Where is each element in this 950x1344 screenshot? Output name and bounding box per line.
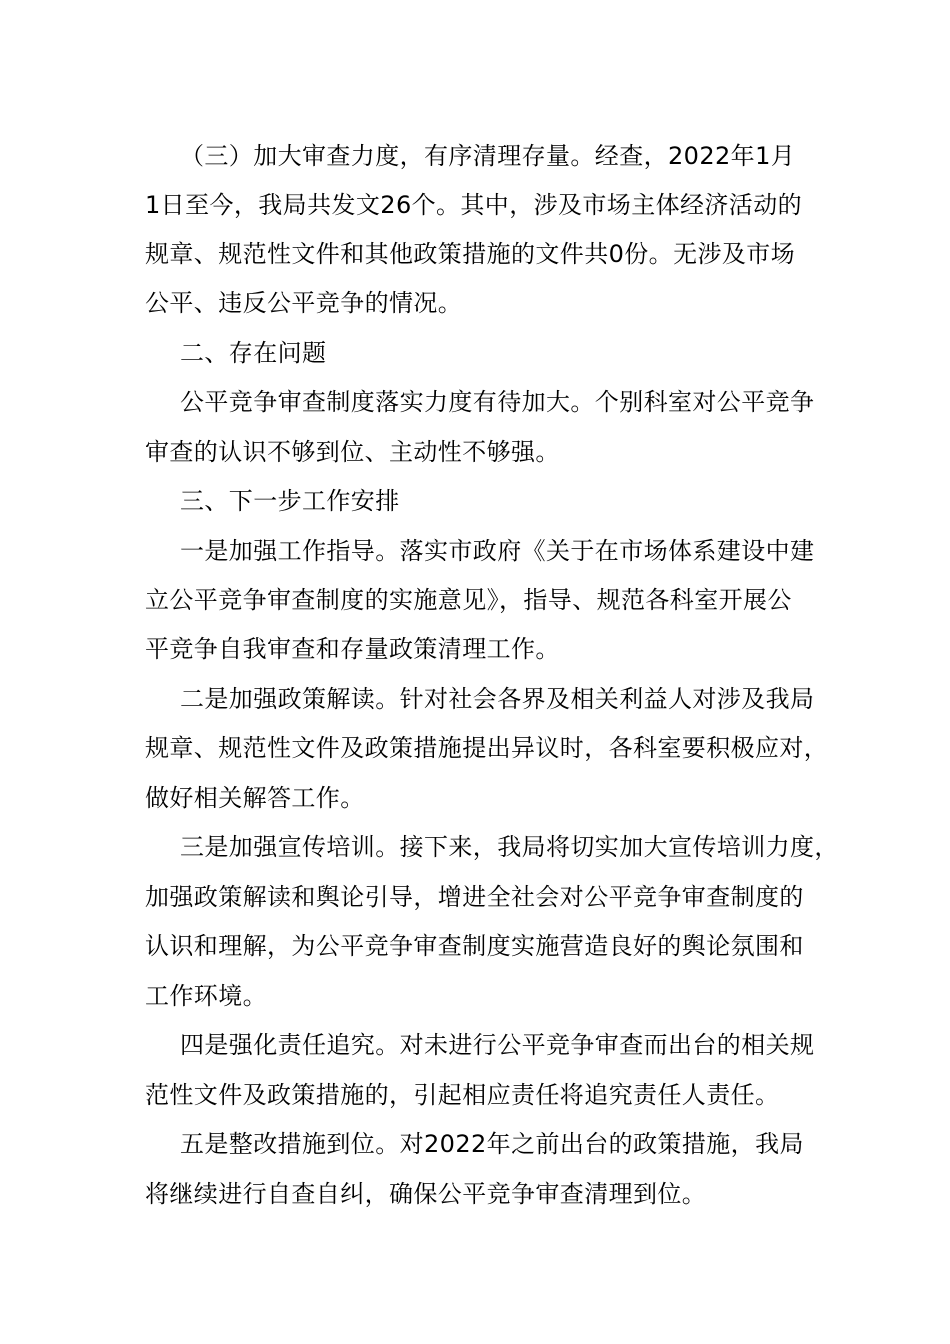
text-line: 二是加强政策解读。针对社会各界及相关利益人对涉及我局 — [180, 685, 815, 713]
text-line: 规章、规范性文件和其他政策措施的文件共0份。无涉及市场 — [145, 240, 796, 268]
text-line: 加强政策解读和舆论引导，增进全社会对公平竞争审查制度的 — [145, 883, 804, 911]
text-line: 公平、违反公平竞争的情况。 — [145, 289, 463, 317]
text-line: 做好相关解答工作。 — [145, 784, 365, 812]
text-line: 1日至今，我局共发文26个。其中，涉及市场主体经济活动的 — [145, 191, 803, 219]
text-line: （三）加大审查力度，有序清理存量。经查，2022年1月 — [180, 142, 796, 170]
text-line: 将继续进行自查自纠，确保公平竞争审查清理到位。 — [145, 1180, 707, 1208]
text-line: 认识和理解，为公平竞争审查制度实施营造良好的舆论氛围和 — [145, 932, 804, 960]
text-line: 审查的认识不够到位、主动性不够强。 — [145, 438, 560, 466]
text-line: 四是强化责任追究。对未进行公平竞争审查而出台的相关规 — [180, 1031, 815, 1059]
section-heading: 二、存在问题 — [180, 339, 327, 367]
text-line: 五是整改措施到位。对2022年之前出台的政策措施，我局 — [180, 1130, 804, 1158]
text-line: 平竞争自我审查和存量政策清理工作。 — [145, 635, 560, 663]
text-line: 立公平竞争审查制度的实施意见》，指导、规范各科室开展公 — [145, 586, 792, 614]
section-heading: 三、下一步工作安排 — [180, 487, 400, 515]
text-line: 公平竞争审查制度落实力度有待加大。个别科室对公平竞争 — [180, 388, 815, 416]
text-line: 一是加强工作指导。落实市政府《关于在市场体系建设中建 — [180, 537, 815, 565]
text-line: 工作环境。 — [145, 982, 267, 1010]
text-line: 规章、规范性文件及政策措施提出异议时，各科室要积极应对， — [145, 734, 829, 762]
text-line: 范性文件及政策措施的，引起相应责任将追究责任人责任。 — [145, 1081, 780, 1109]
text-line: 三是加强宣传培训。接下来，我局将切实加大宣传培训力度， — [180, 833, 839, 861]
